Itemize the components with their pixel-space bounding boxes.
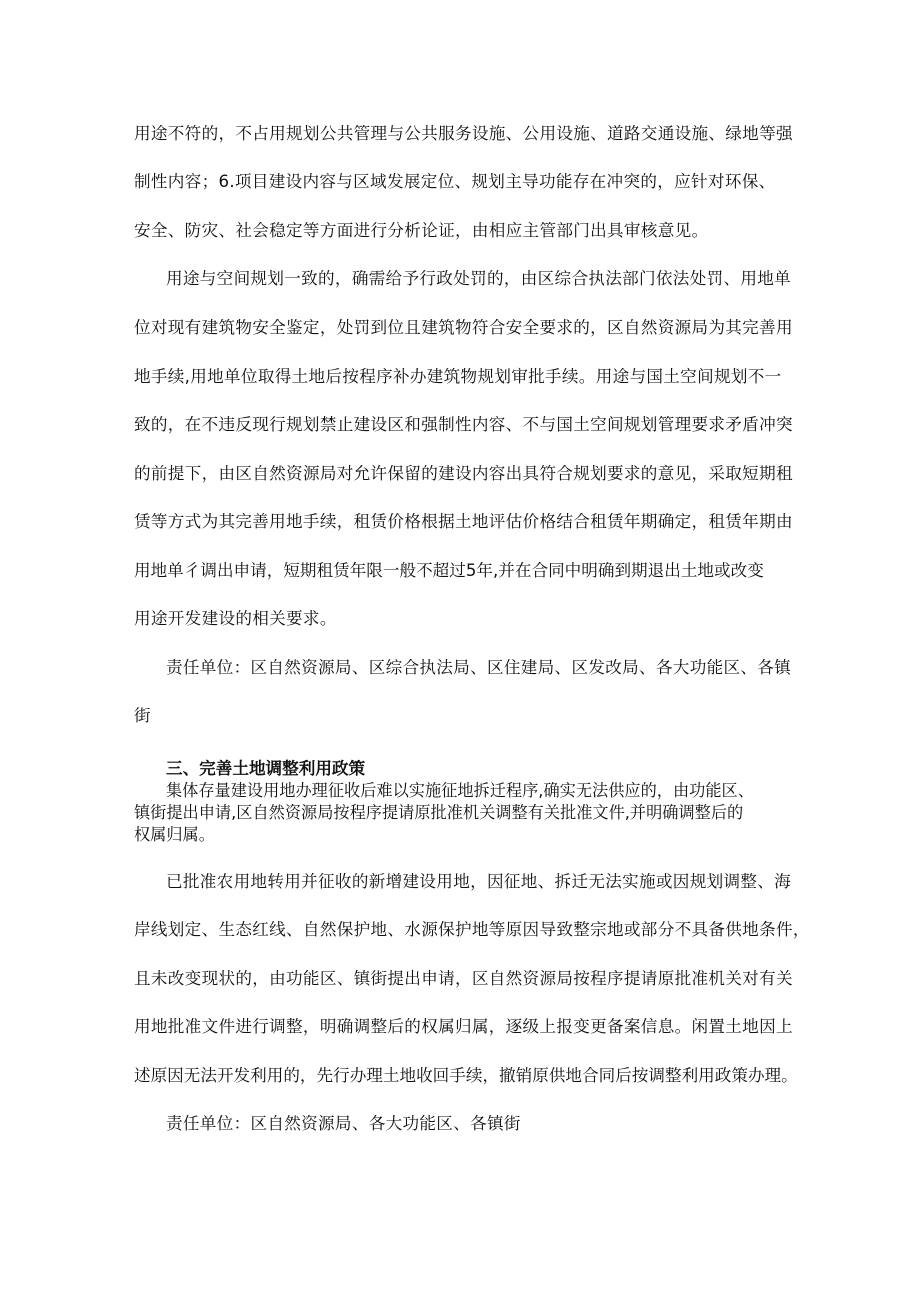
text-line: 用途不符的，不占用规划公共管理与公共服务设施、公用设施、道路交通设施、绿地等强 [134, 124, 793, 143]
text-line: 位对现有建筑物安全鉴定，处罚到位且建筑物符合安全要求的，区自然资源局为其完善用 [134, 318, 793, 337]
text-line: 岸线划定、生态红线、自然保护地、水源保护地等原因导致整宗地或部分不具备供地条件， [134, 920, 810, 939]
text-line: 用地单彳调出申请，短期租赁年限一般不超过5年,并在合同中明确到期退出土地或改变 [134, 561, 764, 580]
text-line: 地手续,用地单位取得土地后按程序补办建筑物规划审批手续。用途与国土空间规划不一 [134, 367, 782, 386]
text-line: 用途开发建设的相关要求。 [134, 609, 337, 628]
text-line: 述原因无法开发利用的，先行办理土地收回手续，撤销原供地合同后按调整利用政策办理。 [134, 1066, 798, 1085]
text-line: 制性内容；6.项目建设内容与区域发展定位、规划主导功能存在冲突的，应针对环保、 [134, 172, 776, 191]
text-line: 用地批准文件进行调整，明确调整后的权属归属，逐级上报变更备案信息。闲置土地因上 [134, 1017, 793, 1036]
text-line: 的前提下，由区自然资源局对允许保留的建设内容出具符合规划要求的意见，采取短期租 [134, 464, 793, 483]
text-line: 责任单位：区自然资源局、区综合执法局、区住建局、区发改局、各大功能区、各镇 [166, 658, 792, 677]
text-line: 赁等方式为其完善用地手续，租赁价格根据土地评估价格结合租赁年期确定，租赁年期由 [134, 512, 793, 531]
text-line: 集体存量建设用地办理征收后难以实施征地拆迁程序,确实无法供应的，由功能区、 [166, 781, 754, 800]
text-line: 已批准农用地转用并征收的新增建设用地，因征地、拆迁无法实施或因规划调整、海 [166, 872, 792, 891]
section-heading: 三、完善土地调整利用政策 [166, 759, 366, 778]
text-line: 且未改变现状的，由功能区、镇街提出申请，区自然资源局按程序提请原批准机关对有关 [134, 969, 793, 988]
text-line: 责任单位：区自然资源局、各大功能区、各镇街 [166, 1114, 521, 1133]
text-line: 权属归属。 [134, 825, 215, 844]
text-line: 街 [134, 706, 151, 725]
text-line: 用途与空间规划一致的，确需给予行政处罚的，由区综合执法部门依法处罚、用地单 [166, 269, 792, 288]
text-line: 镇街提出申请,区自然资源局按程序提请原批准机关调整有关批准文件,并明确调整后的 [134, 803, 744, 822]
text-line: 致的，在不违反现行规划禁止建设区和强制性内容、不与国土空间规划管理要求矛盾冲突 [134, 415, 793, 434]
text-line: 安全、防灾、社会稳定等方面进行分析论证，由相应主管部门出具审核意见。 [134, 221, 709, 240]
